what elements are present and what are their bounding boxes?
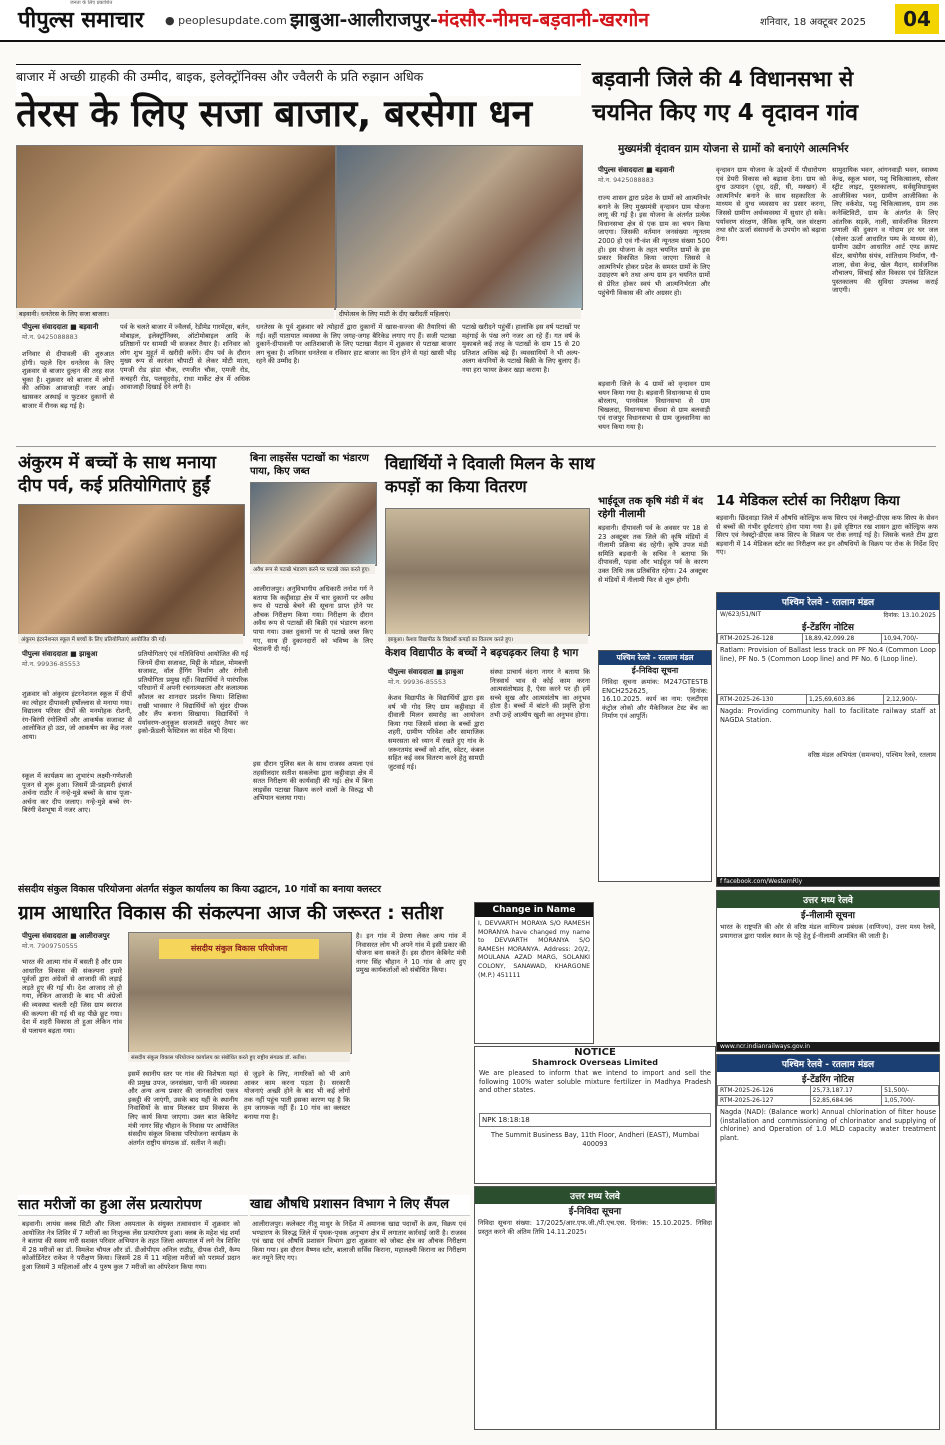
story6-headline: ग्राम आधारित विकास की संकल्पना आज की जरूरत : सतीश — [18, 902, 443, 924]
cell: 25,73,187.17 — [810, 1086, 881, 1096]
story1-byline-text: पीपुल्स संवाददाता ■ बड़वानी — [22, 323, 99, 331]
ad-notice-company: Shamrock Overseas Limited — [532, 1058, 658, 1067]
school-photo — [18, 504, 245, 636]
story2-headline-2: चयनित किए गए 4 वृदावन गांव — [592, 100, 859, 126]
story9-body: बड़वानी। दीपावली पर्व के अवसर पर 18 से 23 अक्टूबर तक जिले की कृषि मंडियों में नीलामी प्रक्रिया बंद रहेगी। कृषि उपज मंडी समिति बड़वानी के सचिव ने बताया कि दीपावली, पड़वा और भाईदूज पर्व के कारण उक्त तिथि तक प्रतिबंधित रहेगा। 24 अक्टूबर से मंडियों में नीलामी फिर से शुरू होगी। — [598, 524, 708, 584]
story6-col1: भारत की आत्मा गांव में बसती है और ग्राम आधारित विकास की संकल्पना हमारे पूर्वजों द्वारा अंग्रेजों से आजादी की लड़ाई लड़ते हुए की गई थी। देश आजाद तो हो गया, लेकिन आजादी के बाद भी अंग्रेजों की व्यवस्था चलती रही जिस ग्राम स्वराज की कल्पना की गई थी वह पीछे छूट गया। देश में शहरी विकास तो हुआ लेकिन गांव से पलायन बढ़ता गया। — [22, 958, 122, 1035]
story1-caption-left: बड़वानी। धनतेरस के लिए सजा बाजार। — [16, 308, 334, 319]
market-photo — [16, 145, 336, 310]
ad-wr1-header: पश्चिम रेलवे - रतलाम मंडल — [717, 593, 939, 610]
ad-wr-tender-3 — [716, 1054, 940, 1430]
story5-mobile: मो.न. 99936-85553 — [388, 678, 447, 686]
story6-byline-text: पीपुल्स संवाददाता ■ आलीराजपुर — [22, 932, 110, 940]
story3-caption: अंकुरम इंटरनेशनल स्कूल में बच्चों के लिए प्रतियोगिताएं आयोजित की गईं। — [18, 634, 243, 644]
ad-wr1-footer-text: facebook.com/WesternRly — [724, 878, 803, 885]
ad-ncr2-header: उत्तर मध्य रेलवे — [475, 1187, 715, 1204]
story1-byline — [22, 323, 112, 341]
ad-notice — [474, 1046, 716, 1184]
ad-wr3-table — [717, 1085, 939, 1106]
crackers-photo — [250, 482, 377, 566]
story5-col2: संस्था प्राचार्य वंदना नागर ने बताया कि निःस्वार्थ भाव से कोई काम करना आत्मसंतोषप्रद है, ऐसा करने पर ही हमें सच्चे सुख और आत्मसंतोष का अनुभव होता है। बच्चों में बांटने की प्रवृत्ति होना तभी उन्हें आत्मीय खुशी का अनुभव होगा। — [490, 668, 590, 719]
story6-col4: है। इन गांव में प्रेरणा लेकर अन्य गांव में निवासरत लोग भी अपने गांव में इसी प्रकार की योजना बना सकते हैं। इस दौरान केबिनेट मंत्री नागर सिंह चौहान ने 10 गांव से आए हुए प्रमुख कार्यकर्ताओं को संबोधित किया। — [356, 932, 466, 975]
story5-byline-text: पीपुल्स संवाददाता ■ झाबुआ — [388, 668, 464, 676]
ad-wr1-work2: Nagda: Providing community hall to facilitate railway staff at NAGDA Station. — [720, 707, 936, 724]
cell: RTM-2025-26-128 — [718, 634, 803, 644]
ad-wr1-title: ई-टेंडरिंग नोटिस — [802, 623, 854, 633]
region-red: मंदसौर-नीमच-बड़वानी-खरगोन — [437, 9, 649, 31]
story9-kicker: भाईदूज तक कृषि मंडी में बंद रहेगी नीलामी — [598, 496, 704, 520]
story3-col1b: स्कूल में कार्यक्रम का शुभारंभ लक्ष्मी-गणेशजी पूजन से शुरू हुआ। जिसमें प्री-प्राइमरी इंचार्ज अर्चना राठौर ने नन्हे-मुन्ने बच्चों के साथ पूजा-अर्चना कर दीप जलाए। नन्हे-मुन्ने बच्चे रंग-बिरंगी वेशभूषा में नजर आए। — [22, 772, 132, 815]
story4-col2: इस दौरान पुलिस बल के साथ राजस्व अमला एवं तहसीलदार सतीश सकलेचा द्वारा कट्ठीवाड़ा क्षेत्र में सतत निरीक्षण की कार्यवाही की गई। क्षेत्र में बिना लाइसेंस पटाखा विक्रय करने वालों के विरुद्ध भी अभियान चलाया गया। — [253, 760, 373, 803]
brand-tagline: जनता के लिए प्रकाशित — [70, 0, 113, 6]
story1-col3: धनतेरस के पूर्व शुक्रवार को त्योहारों द्वारा दुकानों में खास-सज्जा की तैयारियां की गईं। वहीं यातायात व्यवस्था के लिए जगह-जगह बैरिकेड लगाए गए हैं। सजी पटाखा दुकानें-दीपावली पर आतिशबाजी के लिए पटाखा मैदान में शुक्रवार से पटाखा बाजार लग चुका है। शनिवार धनतेरस व रविवार हाट बाजार का दिन होने से यहां खासी भीड़ रहने की उम्मीद है। — [256, 323, 456, 366]
ad-wr1-footer: f facebook.com/WesternRly — [717, 877, 939, 886]
ad-ncr2-title: ई-निविदा सूचना — [568, 1207, 622, 1217]
story2-col3: सामुदायिक भवन, आंगनवाड़ी भवन, स्वास्थ्य केन्द्र, स्कूल भवन, पशु चिकित्सालय, सोलर स्ट्रीट लाइट, पुस्तकालय, सर्वसुविधायुक्त आजीविका भवन, ग्रामीण आजीविका के लिए वर्कशेड, पशु चिकित्सालय, ग्राम तक कनेक्टिविटी, ग्राम के अंतर्गत के लिए आंतरिक सड़कें, नाली, सार्वजनिक वितरण प्रणाली की दुकान व गोदाम हर घर जल (सोलर ऊर्जा आधारित पम्प के माध्यम से), ग्रामीण उद्योग आधारित आर्ट एण्ड क्राफ्ट सेंटर, बायोगैस संयंत्र, शांतिधाम निर्माण, गौ-शाला, सेवा केन्द्र, खेल मैदान, सार्वजनिक शौचालय, सिंचाई स्रोत विकास एवं डिजिटल पुस्तकालय की सुविधा उपलब्ध कराई जाएगी। — [832, 166, 938, 295]
ad-wr-tender-2 — [598, 650, 712, 882]
table-row — [718, 634, 939, 644]
story5-byline — [388, 668, 488, 686]
table-row — [718, 1086, 939, 1096]
story10-body: बड़वानी। छिंदवाड़ा जिले में औषधि कोल्ड्रिफ कफ सिरप एवं नेक्स्ट्रो-डीएस कफ सिरप के सेवन से बच्चों की गंभीर दुर्घटनाएं होना पाया गया है। इसे दृष्टिगत रख शासन द्वारा कोल्ड्रिफ कफ सिरप एवं नेक्स्ट्रो-डीएस कफ सिरप के विक्रय पर रोक लगाई गई है। जिसके चलते टीम द्वारा बड़वानी में 14 मेडिकल स्टोर का निरीक्षण कर इन औषधियों के विक्रय पर रोक के निर्देश दिए गए। — [716, 514, 938, 557]
story3-byline — [22, 650, 132, 668]
story5-caption: झाबुआ। केशव विद्यापीठ के विद्यार्थी कपड़ों का वितरण करते हुए। — [385, 634, 588, 644]
ad-ncr2-body: निविदा सूचना संख्या: 17/2025/आर.एफ.जी./पी.एच.एस. दिनांक: 15.10.2025. निविदा प्रस्तुत करने की अंतिम तिथि 14.11.2025। — [478, 1219, 712, 1236]
story3-col2: प्रतियोगिताएं एवं गतिविधियां आयोजित की गईं जिनमें दीया सजावट, मिट्टी के मॉडल, मोमबत्ती सजावट, वॉल हैंगिंग निर्माण और रंगोली प्रतियोगिता प्रमुख रहीं। विद्यार्थियों ने पारंपरिक परिधानों में अपनी रचनात्मकता और कलात्मक कौशल का शानदार प्रदर्शन किया। शिक्षिका राखी भावसार ने विद्यार्थियों को सुंदर दीपक और लैंप बनाना सिखाया। विद्यार्थियों ने पर्यावरण-अनुकूल सजावटी वस्तुएं तैयार कर इको-फ्रेंडली फेस्टिवल का संदेश भी दिया। — [138, 650, 248, 736]
story2-col1b: बड़वानी जिले के 4 ग्रामों को वृन्दावन ग्राम चयन किया गया है। बड़वानी विधानसभा से ग्राम बोरलाय, पानसेमल विधानसभा से ग्राम चिखलदा, विधानसभा सेंधवा से ग्राम बलवाड़ी एवं राजपुर विधानसभा से ग्राम जुलवानिया का चयन किया गया है। — [598, 380, 710, 431]
story2-byline-text: पीपुल्स संवाददाता ■ बड़वानी — [598, 166, 675, 174]
story6-caption: संसदीय संकुल विकास परियोजना कार्यालय का संबोधित करते हुए राष्ट्रीय संगठक डॉ. सतीश। — [128, 1052, 350, 1062]
story6-col2: इसमें स्थानीय स्तर पर गांव की विशेषता यहां की प्रमुख उपज, जनसंख्या, पानी की व्यवस्था और अन्य अन्य प्रकार की जानकारियां एकत्र इकट्ठी की जाएंगी, उसके बाद यहीं के स्थानीय निवासियों के साथ मिलकर ग्राम विकास के लिए कार्य किया जाएगा। उक्त बात केबिनेट मंत्री नागर सिंह चौहान के निवास पर आयोजित संसदीय संकुल विकास परियोजना कार्यक्रम के अंतर्गत राष्ट्रीय संगठक डॉ. सतीश ने कही। — [128, 1070, 238, 1147]
divider — [16, 446, 936, 447]
issue-date: शनिवार, 18 अक्टूबर 2025 — [760, 17, 866, 28]
ad-wr1-table-2 — [717, 694, 939, 705]
story1-caption-right: दीपोत्सव के लिए माटी के दीए खरीदतीं महिलाएं। — [336, 308, 581, 319]
diya-photo — [336, 145, 583, 310]
story8-headline: खाद्य औषधि प्रशासन विभाग ने लिए सैंपल — [250, 1195, 470, 1216]
story5-subhead: केशव विद्यापीठ के बच्चों ने बढ़चढ़कर लिया है भाग — [385, 647, 579, 659]
cell: 1,25,69,603.86 — [806, 695, 883, 705]
site-url-text: peoplesupdate.com — [178, 14, 287, 27]
brand-name: पीपुल्स समाचार — [18, 8, 144, 33]
cell: RTM-2025-26-126 — [718, 1086, 811, 1096]
region-black: झाबुआ-आलीराजपुर- — [290, 9, 438, 31]
story2-col2: वृन्दावन ग्राम योजना के उद्देश्यों में पौधारोपण एवं डेयरी विकास को बढ़ावा देना। ग्राम को दुग्ध उत्पादन (दूध, दही, घी, मक्खन) में आत्मनिर्भर बनाने के साथ सहकारिता के माध्यम से दुग्ध व्यवसाय का प्रसार करना, जिससे ग्रामीण अर्थव्यवस्था में सुधार हो सके। पर्यावरण संरक्षण, जैविक कृषि, जल संरक्षण तथा सौर ऊर्जा संसाधनों के उपयोग को बढ़ावा देना। — [716, 166, 826, 243]
ad-wr3-work: Nagda (NAD): (Balance work) Annual chlorination of filter house (installation and commissioning of chlorinator and supplying of chlorine) and Operation of 1.0 MLD capacity water treatment plant. — [720, 1108, 936, 1142]
story10-headline: 14 मेडिकल स्टोर्स का निरीक्षण किया — [716, 493, 900, 509]
site-url: ● peoplesupdate.com — [165, 14, 287, 27]
story6-mobile: मो.न. 7909750555 — [22, 942, 78, 950]
story8-body: आलीराजपुर। कलेक्टर नीतू माथुर के निर्देश में अमानक खाद्य पदार्थों के क्रय, विक्रय एवं भण्डारण के विरुद्ध जिले में पृथक-पृथक अनुभाग क्षेत्र में लगातार कार्रवाई जारी है। राजस्व एवं खाद्य एवं औषधि प्रशासन विभाग द्वारा शुक्रवार को जोबट क्षेत्र का औचक निरीक्षण किया गया। इस दौरान वैष्णव स्टोर, बालाजी सर्विस किराना, महालक्ष्मी किराना का निरीक्षण कर नमूने लिए गए। — [252, 1220, 466, 1263]
story6-col3: से जुड़ने के लिए, नागरिकों को भी आगे आकर काम करना पड़ता है। सरकारी योजनाएं अच्छी होने के बाद भी कई लोगों तक नहीं पहुंच पाती इसका कारण यह है कि हम जागरूक नहीं हैं। 10 गांव का क्लस्टर बनाया गया है। — [244, 1070, 350, 1121]
story2-mobile: मो.न. 9425088883 — [598, 176, 654, 184]
story6-kicker: संसदीय संकुल विकास परियोजना अंतर्गत संकुल कार्यालय का किया उद्घाटन, 10 गांवों का बनाया क्लस्टर — [18, 884, 382, 895]
story1-kicker: बाजार में अच्छी ग्राहकी की उम्मीद, बाइक, इलेक्ट्रॉनिक्स और ज्वैलरी के प्रति रुझान अधिक — [16, 64, 581, 96]
ad-wr1-no: W/623/51/NIT — [720, 611, 762, 618]
story7-body: बड़वानी। लायंस क्लब सिटी और जिला अस्पताल के संयुक्त तत्वावधान में शुक्रवार को आयोजित नेत्र शिविर में 7 मरीजों का निःशुल्क लेंस प्रत्यारोपण हुआ। क्लब के महेश चंद्र शर्मा ने बताया की स्वस्थ नारी सशक्त परिवार अभियान के तहत जिला अस्पताल में लगे नेत्र शिविर में 28 मरीजों का डॉ. विमलेश चौयल और डॉ. डीओपीएम अनिल राठौड़, दीपक रोशी, कैम्प कोऑर्डिनेटर राकेश ने परीक्षण किया। जिसमें 28 में 11 महिला मरीजों को परामर्श प्रदान हुआ जिसमें 3 महिलाओं और 4 पुरुष कुल 7 मरीजों का ऑपरेशन किया गया। — [22, 1220, 240, 1271]
ad-wr1-signoff: वरिष्ठ मंडल अभियंता (समन्वय), पश्चिम रेलवे, रतलाम — [807, 751, 936, 759]
ad-ncr-tender — [474, 1186, 716, 1430]
story2-headline-1: बड़वानी जिले की 4 विधानसभा से — [592, 67, 854, 91]
story3-byline-text: पीपुल्स संवाददाता ■ झाबुआ — [22, 650, 98, 658]
stage-banner: संसदीय संकुल विकास परियोजना — [159, 939, 319, 959]
cell: RTM-2025-26-127 — [718, 1096, 811, 1106]
story1-col2: पर्व के चलते बाजार में ज्वैलर्स, रेडीमेड गारमेंट्स, बर्तन, मोबाइल, इलेक्ट्रॉनिक्स, ऑटोमोबाइल आदि के प्रतिष्ठानों पर सामग्री भी सजकर तैयार है। शनिवार को लोग शुभ मुहूर्त में खरीदी करेंगे। दीप पर्व के दौरान मुख्य रूप से कारंजा चौपाटी से लेकर मोटी माता, एमजी रोड झंडा चौक, रणजीत चौक, एमजी रोड, कचहरी रोड, पलसूदरोड़, राधा मार्केट क्षेत्र में अधिक आवाजाही दिखाई देने लगी है। — [120, 323, 250, 392]
table-row — [718, 1096, 939, 1106]
meeting-photo — [128, 932, 352, 1054]
table-row — [718, 695, 939, 705]
masthead — [0, 0, 945, 42]
page-number: 04 — [895, 4, 939, 34]
story1-col1: शनिवार से दीपावली की शुरुआत होगी। पहले दिन धनतेरस के लिए शुक्रवार से बाजार दुल्हन की तरह सज चुका है। शुक्रवार को बाजार में लोगों की अधिक आवाजाही नजर आई। खासकर अस्थाई व फुटकर दुकानों से बाजार में रौनक बढ़ गई है। — [22, 350, 114, 410]
story5-headline: विद्यार्थियों ने दिवाली मिलन के साथ कपड़ों का किया वितरण — [385, 454, 595, 496]
ad-cor-header: उत्तर मध्य रेलवे — [717, 891, 939, 908]
ad-wr1-date: दिनांक: 13.10.2025 — [883, 612, 936, 619]
cell: RTM-2025-26-130 — [718, 695, 807, 705]
cell: 51,500/- — [882, 1086, 939, 1096]
cell: 2,12,900/- — [884, 695, 939, 705]
ad-wr2-body: निविदा सूचना क्रमांक: M247GTESTB ENCH252625, दिनांक: 16.10.2025. कार्य का नाम: एलटीएस कंट्रोल लोको और मैकेनिकल टेस्ट बेंच का निर्माण एवं आपूर्ति। — [602, 678, 708, 721]
ad-wr2-header: पश्चिम रेलवे - रतलाम मंडल — [599, 651, 711, 665]
ad-wr2-title: ई-निविदा सूचना — [631, 666, 679, 675]
ad-change-in-name — [474, 902, 594, 1044]
ad-wr1-work1: Ratlam: Provision of Ballast less track on PF No.4 (Common Loop line), PF No. 5 (Common Loop line) and PF No. 6 (Loop line). — [720, 646, 936, 663]
ad-wr3-header: पश्चिम रेलवे - रतलाम मंडल — [717, 1055, 939, 1072]
cell: 1,05,700/- — [882, 1096, 939, 1106]
story4-caption: अवैध रूप से पटाखे भंडारण करने पर पटाखे जब्त करते हुए। — [250, 564, 375, 574]
cell: 10,94,700/- — [881, 634, 938, 644]
region-title — [290, 6, 649, 32]
story3-headline: अंकुरम में बच्चों के साथ मनाया दीप पर्व, कई प्रतियोगिताएं हुईं — [18, 453, 216, 496]
ad-change-body: I, DEVVARTH MORAYA S/O RAMESH MORANYA have changed my name to DEVVARTH MORANYA S/O RAMESH MORANYA. Address: 20/2, MOULANA AZAD MARG, SOLANKI COLONY, SANAWAD, KHARGONE (M.P.) 451111 — [478, 920, 590, 979]
ad-ncr-auction — [716, 890, 940, 1052]
ad-change-title: Change in Name — [475, 903, 593, 917]
story7-headline: सात मरीजों का हुआ लेंस प्रत्यारोपण — [18, 1195, 248, 1216]
ad-wr3-title: ई-टेंडरिंग नोटिस — [802, 1075, 854, 1085]
story5-col1: केशव विद्यापीठ के विद्यार्थियों द्वारा इस वर्ष भी गोद लिए ग्राम कट्ठीवाड़ा में दीवाली मिलन समारोह का आयोजन किया गया जिसमें संस्था के बच्चों द्वारा शहरी, ग्रामीण परिवेश और सामाजिक समरसता को ध्यान में रखते हुए गांव के जरूरतमंद बच्चों को शॉल, स्वेटर, कंबल सहित कई वस्त्र वितरण करने हेतु सामग्री जुटवाई गई। — [388, 694, 484, 771]
story3-col1: शुक्रवार को अंकुरम इंटरनेशनल स्कूल में दीपों का त्योहार दीपावली हर्षोल्लास से मनाया गया। विद्यालय परिसर दीपों की मनमोहक रोशनी, रंग-बिरंगी रंगोलियों और आकर्षक सजावट से आलोकित हो उठा, जो आकर्षण का केंद्र नजर आया। — [22, 690, 132, 741]
ad-cor-footer: www.ncr.indianrailways.gov.in — [717, 1042, 939, 1051]
cell: 18,89,42,099.28 — [802, 634, 881, 644]
story4-headline: बिना लाइसेंस पटाखों का भंडारण पाया, किए जब्त — [250, 453, 369, 477]
ad-cor-body: भारत के राष्ट्रपति की ओर से वरिष्ठ मंडल वाणिज्य प्रबंधक (वाणिज्य), उत्तर मध्य रेलवे, प्रयागराज द्वारा पार्सल स्थान के पट्टे हेतु ई-नीलामी आमंत्रित की जाती है। — [720, 923, 936, 940]
story1-headline: तेरस के लिए सजा बाजार, बरसेगा धन — [16, 92, 533, 135]
story2-col1: राज्य शासन द्वारा प्रदेश के ग्रामों को आत्मनिर्भर बनाने के लिए मुख्यमंत्री वृन्दावन ग्राम योजना लागू की गई है। इस योजना के अंतर्गत प्रत्येक विधानसभा क्षेत्र से एक ग्राम का चयन किया जाएगा। जिसकी वर्तमान जनसंख्या न्यूनतम 2000 हो एवं गौ-वंश की न्यूनतम संख्या 500 हो। इस योजना के तहत चयनित ग्रामों के इस प्रकार विकसित किया जाएगा जिससे वे आत्मनिर्भर होकर प्रदेश के समस्त ग्रामों के लिए उदाहरण बने तथा अन्य ग्राम इन चयनित ग्रामों से प्रेरित होकर स्वयं भी आत्मनिर्भरता और पहुंचेगी विकास की ओर अग्रसर हो। — [598, 194, 710, 297]
ad-notice-product: NPK 18:18:18 — [479, 1113, 711, 1127]
story2-subhead: मुख्यमंत्री वृंदावन ग्राम योजना से ग्रामों को बनाएंगे आत्मनिर्भर — [618, 143, 849, 155]
ad-notice-title: NOTICE — [574, 1047, 616, 1058]
story1-col4: पटाखे खरीदने पहुंचीं। हालांकि इस वर्ष पटाखों पर महंगाई के पंख लगे नजर आ रहे हैं। गत वर्ष के मुकाबले कई तरह के पटाखों के दाम 15 से 20 प्रतिशत अधिक बढ़े हैं। व्यवसायियों ने भी अल्प-अलग कंपनियों के पटाखे बिक्री के लिए बुलाए हैं। नया हरा फायर क्रेकर खड़ा कराया है। — [462, 323, 580, 374]
story4-col1: आलीराजपुर। अनुविभागीय अधिकारी तनोश गर्ग ने बताया कि कट्ठीवाड़ा क्षेत्र में चार दुकानों पर अवैध रूप से पटाखे बेचने की सूचना प्राप्त होने पर औचक निरीक्षण किया गया। निरीक्षण के दौरान अवैध रूप से पटाखों की बिक्री एवं भंडारण करना पाया गया। उक्त दुकानों पर से पटाखे जब्त किए गए, साथ ही दुकानदारों को भविष्य के लिए चेतावनी दी गई। — [253, 585, 373, 654]
ad-wr1-table — [717, 633, 939, 644]
story6-byline — [22, 932, 122, 950]
story3-mobile: मो.न. 99936-85553 — [22, 660, 81, 668]
ad-notice-body: We are pleased to inform that we intend to import and sell the following 100% water soluble mixture fertilizer in Madhya Pradesh and other states. — [479, 1069, 711, 1095]
story1-mobile: मो.न. 9425088883 — [22, 333, 78, 341]
ad-wr-tender-1 — [716, 592, 940, 887]
ad-cor-title: ई-नीलामी सूचना — [801, 911, 855, 921]
ad-notice-address: The Summit Business Bay, 11th Floor, Andheri (EAST), Mumbai 400093 — [490, 1131, 700, 1148]
students-photo — [385, 508, 590, 636]
cell: 52,85,684.96 — [810, 1096, 881, 1106]
brand-logo — [18, 4, 144, 34]
